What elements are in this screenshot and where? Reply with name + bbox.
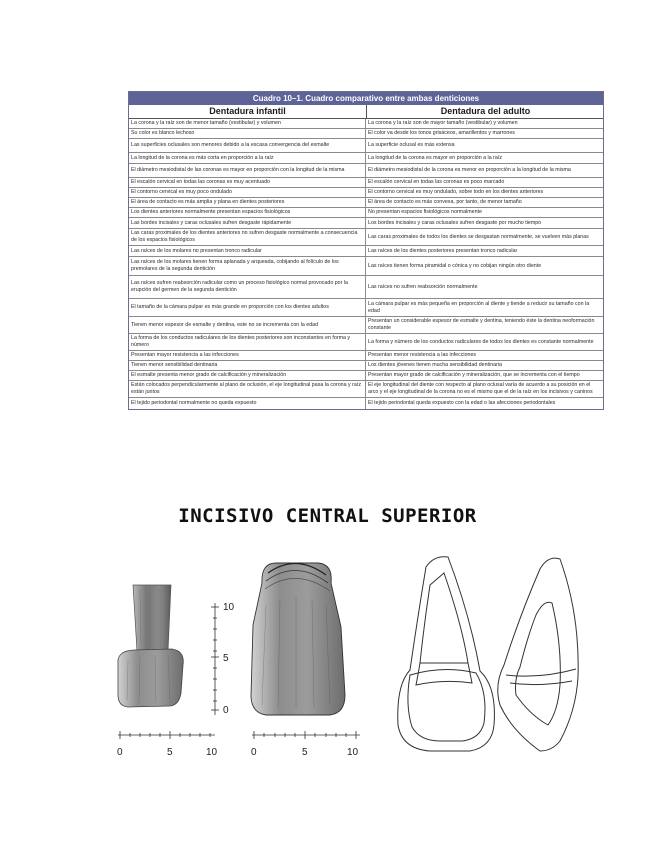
table-row bbox=[129, 351, 603, 361]
cell-adult: El escalón cervical en todas las coronas es poco marcado bbox=[368, 179, 505, 185]
tooth-labial-small bbox=[118, 585, 183, 707]
cell-infant: Están colocados perpendicularmente al plano de oclusión, el eje longitudinal pasa la corona y raíz están juntos bbox=[129, 381, 366, 397]
cell-adult: La corona y la raíz son de mayor tamaño (vestibular) y volumen bbox=[368, 120, 518, 126]
cell-adult: Presentan un considerable espesor de esmalte y dentina, teniendo éste la dentina neoformación constante bbox=[368, 318, 595, 331]
tooth-outline-labial bbox=[398, 557, 495, 751]
table-row bbox=[129, 246, 603, 257]
tooth-outline-proximal bbox=[498, 558, 578, 751]
cell-infant: Las bordes incisales y caras oclusales sufren desgaste rápidamente bbox=[129, 218, 366, 228]
vertical-ruler bbox=[211, 603, 219, 715]
cell-adult: Los dientes jóvenes tienen mucha sensibilidad dentinaria bbox=[368, 362, 502, 368]
table-row bbox=[129, 276, 603, 299]
cell-infant: El contorno cervical es muy poco ondulado bbox=[129, 188, 366, 197]
table-row bbox=[129, 188, 603, 198]
table-row bbox=[129, 208, 603, 218]
table-row bbox=[129, 164, 603, 178]
table-row bbox=[129, 119, 603, 129]
cell-adult: La superficie oclusal es más extensa bbox=[368, 142, 455, 148]
cell-infant: Las raíces sufren reabsorción radicular como un proceso fisiológico normal provocado por la erupción del germen de la segunda dentición bbox=[129, 276, 366, 298]
horizontal-ruler-1 bbox=[118, 731, 215, 739]
cell-infant: Su color es blanco lechoso bbox=[129, 129, 366, 138]
cell-infant: La corona y la raíz son de menor tamaño (vestibular) y volumen bbox=[129, 119, 366, 128]
ruler-v-label-0: 0 bbox=[223, 705, 229, 716]
cell-adult: Los bordes incisales y caras oclusales sufren desgaste por mucho tiempo bbox=[368, 219, 542, 226]
cell-infant: Las raíces de los molares tienen forma aplanada y arqueada, cobijando al folículo de los premolares de la segunda dentición bbox=[129, 257, 366, 275]
cell-infant: Tienen menor sensibilidad dentinaria bbox=[129, 361, 366, 370]
cell-adult: No presentan espacios fisiológicos normalmente bbox=[368, 209, 482, 215]
cell-adult: El diámetro mesiodistal de la corona es menor en proporción a la longitud de la misma bbox=[368, 167, 571, 173]
table-row bbox=[129, 381, 603, 398]
table-row bbox=[129, 129, 603, 139]
cell-infant: Presentan mayor resistencia a las infecciones bbox=[129, 351, 366, 360]
table-row bbox=[129, 334, 603, 351]
header-infant: Dentadura infantil bbox=[129, 105, 367, 118]
cell-adult: Las raíces tienen forma piramidal o cónica y no cobijan ningún otro diente bbox=[368, 262, 542, 269]
table-row bbox=[129, 218, 603, 229]
cell-infant: El área de contacto es más amplia y plana en dientes posteriores bbox=[129, 198, 366, 207]
cell-adult: El eje longitudinal del diente con respecto al plano oclusal varía de acuerdo a su posición en el arco y el eje longitudinal de la corona no es el mismo que el de la raíz en los incisivos y caninos bbox=[368, 382, 593, 395]
cell-adult: El contorno cervical es muy ondulado, sobre todo en los dientes anteriores bbox=[368, 189, 544, 195]
ruler-h2-label-0: 0 bbox=[251, 747, 257, 758]
table-row bbox=[129, 398, 603, 409]
cell-infant: El tejido periodontal normalmente no queda expuesto bbox=[129, 398, 366, 409]
table-row bbox=[129, 139, 603, 153]
cell-adult: El color va desde los tonos grisáceos, amarillentos y marrones bbox=[368, 130, 515, 136]
cell-infant: La forma de los conductos radiculares de los dientes posteriores son inconstantes en forma y número bbox=[129, 334, 366, 350]
cell-adult: Presentan mayor grado de calcificación y mineralización, que se incrementa con el tiempo bbox=[368, 372, 580, 378]
table-row bbox=[129, 299, 603, 317]
cell-infant: Las caras proximales de los dientes anteriores no sufren desgaste normalmente a consecuencia de los espacios fisiológicos bbox=[129, 229, 366, 245]
figure-title: INCISIVO CENTRAL SUPERIOR bbox=[178, 505, 477, 527]
cell-infant: Las raíces de los molares no presentan tronco radicular bbox=[129, 246, 366, 256]
cell-infant: Las superficies oclusales son menores debido a la escasa convergencia del esmalte bbox=[129, 139, 366, 152]
ruler-h2-label-5: 5 bbox=[302, 747, 308, 758]
table-row bbox=[129, 229, 603, 246]
table-body bbox=[129, 119, 603, 409]
header-adult: Dentadura del adulto bbox=[440, 106, 531, 116]
ruler-h2-label-10: 10 bbox=[347, 747, 359, 758]
table-row bbox=[129, 198, 603, 208]
table-row bbox=[129, 153, 603, 164]
comparison-table bbox=[128, 91, 604, 410]
table-title: Cuadro 10–1. Cuadro comparativo entre ambas denticiones bbox=[129, 92, 603, 105]
ruler-h1-label-0: 0 bbox=[117, 747, 123, 758]
table-row bbox=[129, 178, 603, 188]
ruler-v-label-10: 10 bbox=[223, 602, 235, 613]
table-row bbox=[129, 361, 603, 371]
cell-infant: Tienen menor espesor de esmalte y dentina, este no se incrementa con la edad bbox=[129, 317, 366, 333]
cell-infant: El escalón cervical en todas las coronas es muy acentuado bbox=[129, 178, 366, 187]
cell-adult: Presentan menor resistencia a las infecciones bbox=[368, 352, 477, 358]
tooth-figure bbox=[0, 555, 655, 770]
table-row bbox=[129, 371, 603, 381]
cell-adult: La longitud de la corona es mayor en proporción a la raíz bbox=[368, 154, 502, 161]
tooth-labial-large bbox=[251, 563, 345, 715]
cell-adult: El tejido periodontal queda expuesto con la edad o las afecciones periodontales bbox=[368, 400, 556, 406]
cell-infant: El esmalte presenta menor grado de calcificación y mineralización bbox=[129, 371, 366, 380]
horizontal-ruler-2 bbox=[252, 731, 360, 739]
cell-adult: Las raíces no sufren reabsorción normalmente bbox=[368, 283, 478, 290]
cell-adult: El área de contacto es más convexa, por tanto, de menor tamaño bbox=[368, 199, 522, 205]
ruler-h1-label-10: 10 bbox=[206, 747, 218, 758]
ruler-v-label-5: 5 bbox=[223, 653, 229, 664]
cell-infant: El diámetro mesiodistal de las coronas es mayor en proporción con la longitud de la misma bbox=[129, 164, 366, 177]
cell-adult: Las caras proximales de todos los dientes se desgastan normalmente, se vuelven más planas bbox=[368, 233, 589, 240]
table-row bbox=[129, 317, 603, 334]
ruler-h1-label-5: 5 bbox=[167, 747, 173, 758]
cell-infant: La longitud de la corona es más corta en proporción a la raíz bbox=[129, 153, 366, 163]
cell-adult: La forma y número de los conductos radiculares de todos los dientes es constante normalmente bbox=[368, 338, 594, 345]
cell-adult: Las raíces de los dientes posteriores presentan tronco radicular bbox=[368, 247, 518, 254]
cell-adult: La cámara pulpar es más pequeña en proporción al diente y tiende a reducir su tamaño con la edad bbox=[368, 300, 590, 314]
cell-infant: Los dientes anteriores normalmente presentan espacios fisiológicos bbox=[129, 208, 366, 217]
table-row bbox=[129, 257, 603, 276]
cell-infant: El tamaño de la cámara pulpar es más grande en proporción con los dientes adultos bbox=[129, 299, 366, 316]
table-header bbox=[129, 105, 603, 119]
